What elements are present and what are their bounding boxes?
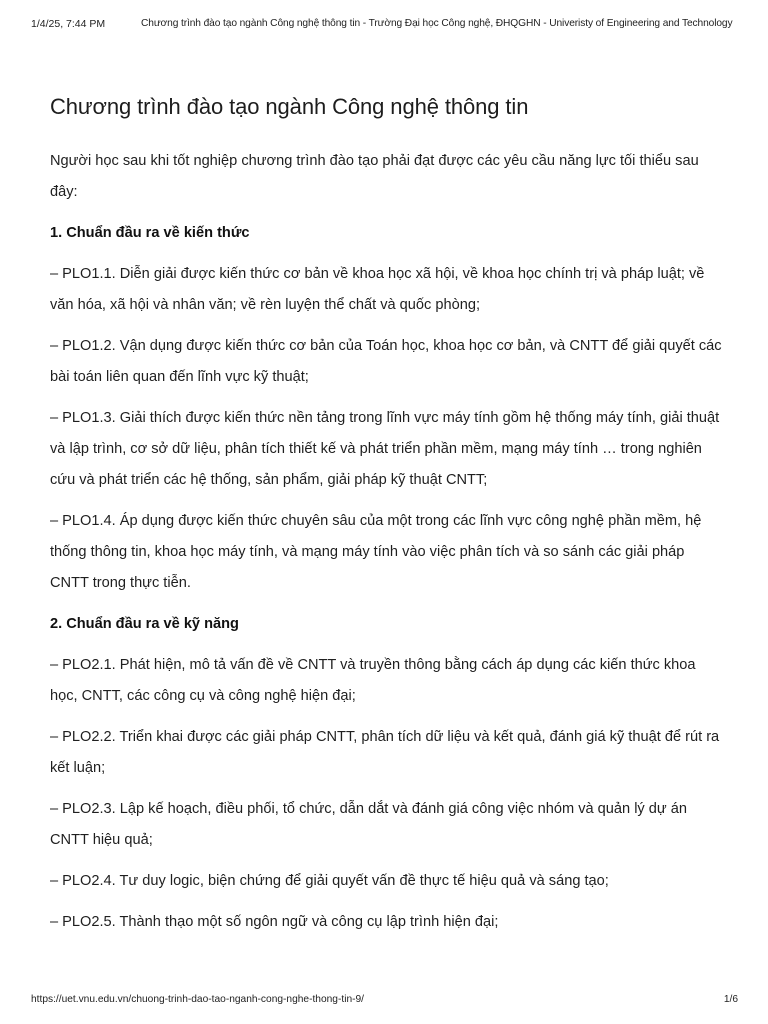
plo-2-4: – PLO2.4. Tư duy logic, biện chứng để giải quyết vấn đề thực tế hiệu quả và sáng tạo; xyxy=(50,873,609,889)
page-number: 1/6 xyxy=(723,994,738,1005)
section-knowledge-title: 1. Chuẩn đầu ra về kiến thức xyxy=(50,225,250,241)
plo-1-3: – PLO1.3. Giải thích được kiến thức nền tảng trong lĩnh vực máy tính gồm hệ thống máy tính, giải thuật và lập trình, cơ sở dữ liệu, phân tích thiết kế và phát triển phần mềm, mạng máy tính … trong nghiên cứu và phát triển các hệ thống, sản phẩm, giải pháp kỹ thuật CNTT; xyxy=(50,410,720,488)
plo-2-3: – PLO2.3. Lập kế hoạch, điều phối, tổ chức, dẫn dắt và đánh giá công việc nhóm và quản lý dự án CNTT hiệu quả; xyxy=(50,801,687,848)
article-content xyxy=(50,94,726,948)
plo-1-4: – PLO1.4. Áp dụng được kiến thức chuyên sâu của một trong các lĩnh vực công nghệ phần mềm, hệ thống thông tin, khoa học máy tính, và mạng máy tính vào việc phân tích và so sánh các giải pháp CNTT trong thực tiễn. xyxy=(50,513,702,591)
print-footer xyxy=(31,994,738,1008)
print-page-title: Chương trình đào tạo ngành Công nghệ thông tin - Trường Đại học Công nghệ, ĐHQGHN - Univeristy of Engineering and Technology xyxy=(141,18,733,29)
plo-1-1: – PLO1.1. Diễn giải được kiến thức cơ bản về khoa học xã hội, về khoa học chính trị và pháp luật; về văn hóa, xã hội và nhân văn; về rèn luyện thể chất và quốc phòng; xyxy=(50,266,705,313)
plo-2-5: – PLO2.5. Thành thạo một số ngôn ngữ và công cụ lập trình hiện đại; xyxy=(50,914,499,930)
section-skills-title: 2. Chuẩn đầu ra về kỹ năng xyxy=(50,616,239,632)
print-header xyxy=(31,18,744,34)
plo-2-2: – PLO2.2. Triển khai được các giải pháp CNTT, phân tích dữ liệu và kết quả, đánh giá kỹ thuật để rút ra kết luận; xyxy=(50,729,720,776)
intro-paragraph: Người học sau khi tốt nghiệp chương trình đào tạo phải đạt được các yêu cầu năng lực tối thiểu sau đây: xyxy=(50,153,699,200)
print-datetime: 1/4/25, 7:44 PM xyxy=(31,18,106,30)
page-url: https://uet.vnu.edu.vn/chuong-trinh-dao-tao-nganh-cong-nghe-thong-tin-9/ xyxy=(31,994,365,1005)
page-title: Chương trình đào tạo ngành Công nghệ thông tin xyxy=(50,94,529,119)
plo-2-1: – PLO2.1. Phát hiện, mô tả vấn đề về CNTT và truyền thông bằng cách áp dụng các kiến thức khoa học, CNTT, các công cụ và công nghệ hiện đại; xyxy=(50,657,696,704)
plo-1-2: – PLO1.2. Vận dụng được kiến thức cơ bản của Toán học, khoa học cơ bản, và CNTT để giải quyết các bài toán liên quan đến lĩnh vực kỹ thuật; xyxy=(50,338,722,385)
